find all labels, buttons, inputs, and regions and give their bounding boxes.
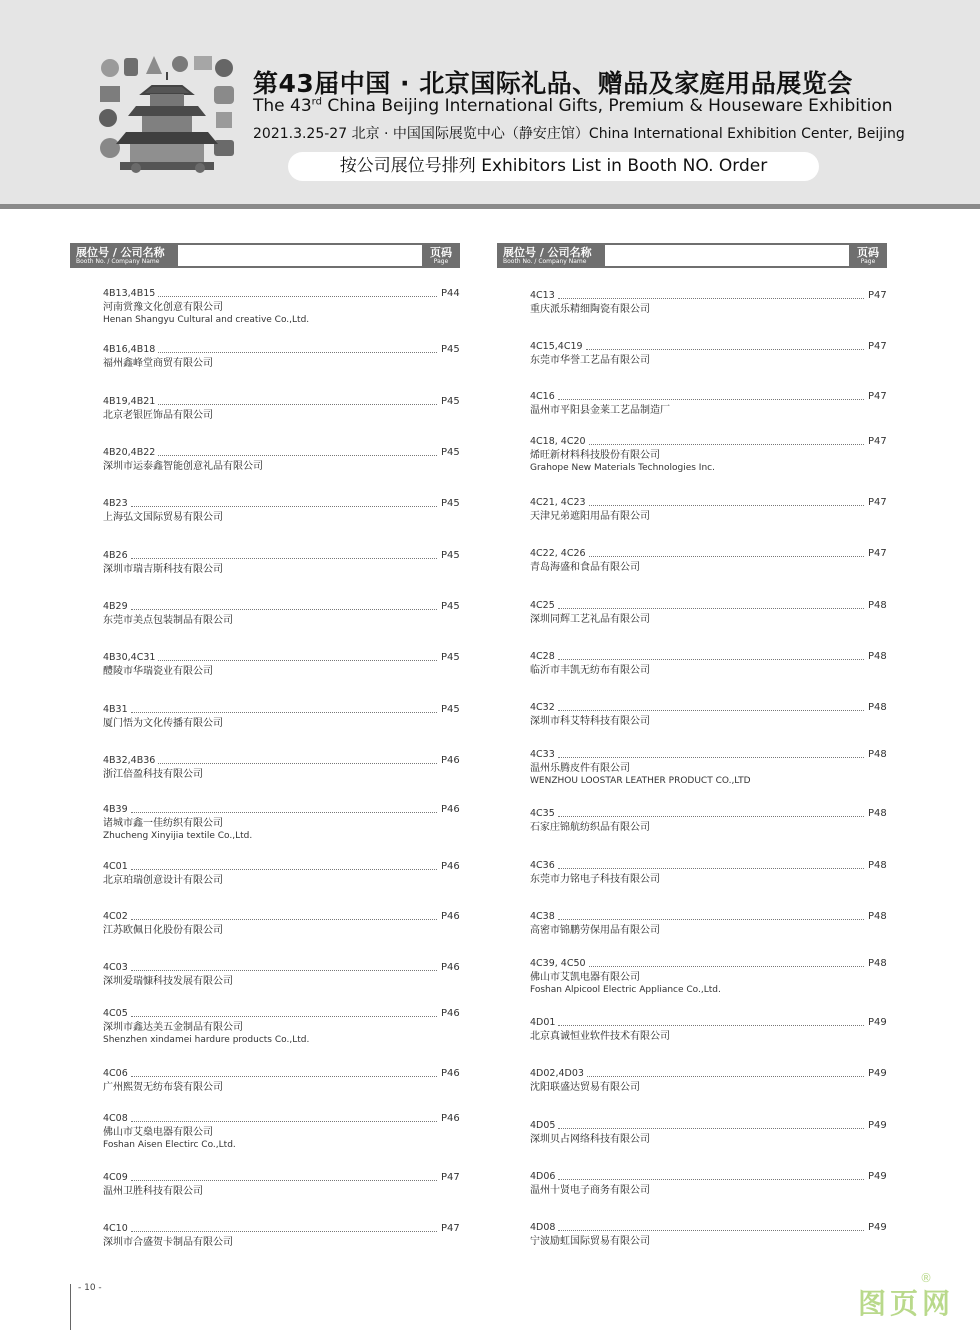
company-name-cn: 东莞市力铭电子科技有限公司	[530, 874, 660, 885]
exhibitor-entry	[530, 434, 895, 475]
company-name-cn: 深圳市瑞吉斯科技有限公司	[103, 564, 223, 575]
booth-number: 4C22, 4C26	[530, 548, 586, 559]
dot-leader	[131, 1180, 437, 1181]
exhibitor-entry	[103, 960, 468, 988]
page-ref: P48	[868, 702, 887, 713]
company-name-cn: 高密市锦鹏劳保用品有限公司	[530, 925, 660, 936]
page-ref: P46	[441, 1068, 460, 1079]
page-ref: P48	[868, 651, 887, 662]
dot-leader	[558, 399, 864, 400]
exhibitor-entry	[530, 1169, 895, 1197]
company-name-cn: 温州十贤电子商务有限公司	[530, 1185, 650, 1196]
company-name-cn: 北京老银匠饰品有限公司	[103, 410, 213, 421]
exhibitor-entry	[530, 546, 895, 574]
company-name-en: Grahope New Materials Technologies Inc.	[530, 463, 715, 473]
page-ref: P47	[441, 1172, 460, 1183]
dot-leader	[558, 1025, 864, 1026]
company-name-cn: 深圳贝占网络科技有限公司	[530, 1134, 650, 1145]
company-name-cn: 天津兄弟遮阳用品有限公司	[530, 511, 650, 522]
dot-leader	[131, 712, 437, 713]
exhibitor-entry	[530, 909, 895, 937]
exhibitor-entry	[103, 1221, 468, 1249]
exhibitor-entry	[530, 1220, 895, 1248]
page-ref: P46	[441, 911, 460, 922]
page-ref: P49	[868, 1171, 887, 1182]
page-ref: P48	[868, 958, 887, 969]
booth-number: 4C38	[530, 911, 555, 922]
booth-number: 4C01	[103, 861, 128, 872]
page-number: - 10 -	[78, 1283, 102, 1293]
exhibitor-entry	[530, 495, 895, 523]
company-name-cn: 佛山市艾燊电器有限公司	[103, 1127, 213, 1138]
exhibitor-entry	[530, 649, 895, 677]
header-divider	[0, 204, 980, 209]
dot-leader	[131, 1076, 437, 1077]
right-column-header	[497, 243, 887, 268]
booth-number: 4B32,4B36	[103, 755, 156, 766]
page-ref: P49	[868, 1068, 887, 1079]
booth-number: 4C33	[530, 749, 555, 760]
booth-number: 4C35	[530, 808, 555, 819]
registered-mark-icon: ®	[920, 1271, 932, 1285]
page-ref: P46	[441, 861, 460, 872]
dot-leader	[131, 558, 437, 559]
page-ref: P45	[441, 601, 460, 612]
dot-leader	[158, 660, 437, 661]
exhibitor-entry	[103, 1006, 468, 1047]
page-ref: P48	[868, 749, 887, 760]
company-name-cn: 厦门悟为文化传播有限公司	[103, 718, 223, 729]
title-en-ordinal: rd	[311, 96, 322, 108]
booth-number: 4C32	[530, 702, 555, 713]
booth-number: 4C16	[530, 391, 555, 402]
exhibition-title-cn: 第43届中国 · 北京国际礼品、赠品及家庭用品展览会	[253, 69, 853, 98]
footer-margin-line	[70, 1284, 71, 1330]
dot-leader	[558, 757, 864, 758]
exhibitor-entry	[103, 286, 468, 327]
exhibitor-entry	[530, 339, 895, 367]
company-name-cn: 深圳市合盛贺卡制品有限公司	[103, 1237, 233, 1248]
booth-number: 4C10	[103, 1223, 128, 1234]
company-name-en: Henan Shangyu Cultural and creative Co.,Ltd.	[103, 315, 310, 325]
company-name-en: Shenzhen xindamei hardure products Co.,Ltd.	[103, 1035, 310, 1045]
dot-leader	[131, 919, 437, 920]
company-name-cn: 深圳市运泰鑫智能创意礼品有限公司	[103, 461, 263, 472]
title-en-rest: China Beijing International Gifts, Premium & Houseware Exhibition	[321, 96, 893, 116]
company-name-cn: 深圳市鑫达美五金制品有限公司	[103, 1022, 243, 1033]
company-name-en: Foshan Aisen Electirc Co.,Ltd.	[103, 1140, 236, 1150]
column-header-page-label: 页码	[857, 246, 879, 259]
exhibitor-entry	[103, 1170, 468, 1198]
exhibition-date-venue: 2021.3.25-27 北京 · 中国国际展览中心（静安庄馆）China International Exhibition Center, Beijing	[253, 126, 905, 142]
page-ref: P48	[868, 600, 887, 611]
booth-number: 4C36	[530, 860, 555, 871]
booth-number: 4B39	[103, 804, 128, 815]
exhibitor-entry	[103, 599, 468, 627]
exhibitor-entry	[530, 700, 895, 728]
company-name-cn: 东莞市美点包装制品有限公司	[103, 615, 233, 626]
page-ref: P44	[441, 288, 460, 299]
company-name-cn: 上海弘文国际贸易有限公司	[103, 512, 223, 523]
title-en-prefix: The 43	[253, 96, 312, 116]
dot-leader	[131, 506, 437, 507]
exhibition-title-en	[253, 96, 893, 116]
company-name-cn: 重庆派乐精细陶瓷有限公司	[530, 304, 650, 315]
exhibitor-entry	[530, 806, 895, 834]
booth-number: 4B31	[103, 704, 128, 715]
page-ref: P47	[868, 548, 887, 559]
exhibitor-entry	[530, 956, 895, 997]
page-ref: P47	[868, 497, 887, 508]
page-ref: P48	[868, 808, 887, 819]
site-watermark: 图页网	[858, 1287, 955, 1320]
dot-leader	[558, 868, 864, 869]
company-name-cn: 北京珀瑞创意设计有限公司	[103, 875, 223, 886]
dot-leader	[589, 556, 864, 557]
exhibitor-entry	[530, 598, 895, 626]
company-name-cn: 宁波励虹国际贸易有限公司	[530, 1236, 650, 1247]
company-name-cn: 醴陵市华瑞瓷业有限公司	[103, 666, 213, 677]
column-header-sublabel: Booth No. / Company Name	[76, 258, 160, 265]
booth-number: 4D08	[530, 1222, 556, 1233]
booth-number: 4D01	[530, 1017, 556, 1028]
dot-leader	[131, 970, 437, 971]
list-title: 按公司展位号排列 Exhibitors List in Booth NO. Order	[288, 152, 819, 181]
dot-leader	[131, 812, 437, 813]
dot-leader	[587, 1076, 864, 1077]
column-header-blank	[605, 245, 849, 266]
company-name-cn: 江苏欧佩日化股份有限公司	[103, 925, 223, 936]
page-ref: P45	[441, 550, 460, 561]
exhibitor-entry	[530, 747, 895, 788]
company-name-cn: 青岛海盛和食品有限公司	[530, 562, 640, 573]
company-name-cn: 温州市平阳县金莱工艺品制造厂	[530, 405, 670, 416]
company-name-cn: 河南赏豫文化创意有限公司	[103, 302, 223, 313]
booth-number: 4C25	[530, 600, 555, 611]
exhibitor-entry	[103, 753, 468, 781]
company-name-cn: 佛山市艾凯电器有限公司	[530, 972, 640, 983]
dot-leader	[131, 609, 437, 610]
company-name-cn: 深圳爱瑞慷科技发展有限公司	[103, 976, 233, 987]
company-name-cn: 福州鑫峰堂商贸有限公司	[103, 358, 213, 369]
exhibitor-entry	[103, 496, 468, 524]
exhibitor-entry	[530, 288, 895, 316]
booth-number: 4B23	[103, 498, 128, 509]
exhibitor-entry	[103, 342, 468, 370]
column-header-label: 展位号 / 公司名称	[503, 246, 592, 259]
page-ref: P47	[868, 436, 887, 447]
booth-number: 4C18, 4C20	[530, 436, 586, 447]
booth-number: 4C21, 4C23	[530, 497, 586, 508]
booth-number: 4C06	[103, 1068, 128, 1079]
page-ref: P46	[441, 962, 460, 973]
company-name-en: Foshan Alpicool Electric Appliance Co.,Ltd.	[530, 985, 721, 995]
header-banner	[0, 0, 980, 204]
booth-number: 4D06	[530, 1171, 556, 1182]
page-ref: P47	[868, 290, 887, 301]
dot-leader	[158, 296, 437, 297]
page-ref: P49	[868, 1120, 887, 1131]
page-ref: P48	[868, 860, 887, 871]
company-name-en: WENZHOU LOOSTAR LEATHER PRODUCT CO.,LTD	[530, 776, 751, 786]
dot-leader	[558, 1179, 864, 1180]
exhibitor-entry	[103, 650, 468, 678]
dot-leader	[558, 710, 864, 711]
page-ref: P47	[441, 1223, 460, 1234]
company-name-cn: 深圳市科艾特科技有限公司	[530, 716, 650, 727]
booth-number: 4C13	[530, 290, 555, 301]
dot-leader	[131, 1121, 437, 1122]
page-ref: P49	[868, 1017, 887, 1028]
column-header-page-sublabel: Page	[433, 258, 449, 265]
exhibitor-entry	[530, 1066, 895, 1094]
exhibitor-entry	[103, 802, 468, 843]
column-header-blank	[178, 245, 422, 266]
dot-leader	[589, 966, 864, 967]
column-header-sublabel: Booth No. / Company Name	[503, 258, 587, 265]
page-ref: P46	[441, 755, 460, 766]
page-ref: P48	[868, 911, 887, 922]
booth-number: 4C08	[103, 1113, 128, 1124]
exhibitor-entry	[103, 1066, 468, 1094]
page-ref: P45	[441, 447, 460, 458]
exhibitor-entry	[103, 859, 468, 887]
exhibitor-entry	[103, 394, 468, 422]
page-ref: P46	[441, 1008, 460, 1019]
dot-leader	[589, 444, 864, 445]
booth-number: 4C05	[103, 1008, 128, 1019]
booth-number: 4B30,4C31	[103, 652, 156, 663]
column-header-label: 展位号 / 公司名称	[76, 246, 165, 259]
page-ref: P47	[868, 341, 887, 352]
booth-number: 4C15,4C19	[530, 341, 583, 352]
left-column-header	[70, 243, 460, 268]
booth-number: 4B19,4B21	[103, 396, 156, 407]
page-ref: P45	[441, 498, 460, 509]
booth-number: 4D05	[530, 1120, 556, 1131]
company-name-cn: 石家庄锦航纺织品有限公司	[530, 822, 650, 833]
company-name-cn: 温州乐腾皮件有限公司	[530, 763, 630, 774]
exhibitor-entry	[530, 389, 895, 417]
company-name-cn: 诸城市鑫一佳纺织有限公司	[103, 818, 223, 829]
dot-leader	[158, 763, 437, 764]
booth-number: 4C39, 4C50	[530, 958, 586, 969]
booth-number: 4D02,4D03	[530, 1068, 584, 1079]
page-ref: P47	[868, 391, 887, 402]
company-name-cn: 浙江倍盈科技有限公司	[103, 769, 203, 780]
company-name-cn: 温州卫胜科技有限公司	[103, 1186, 203, 1197]
booth-number: 4B16,4B18	[103, 344, 156, 355]
booth-number: 4C09	[103, 1172, 128, 1183]
dot-leader	[558, 659, 864, 660]
page-ref: P45	[441, 704, 460, 715]
dot-leader	[131, 1016, 437, 1017]
company-name-cn: 烯旺新材料科技股份有限公司	[530, 450, 660, 461]
exhibitor-entry	[530, 1015, 895, 1043]
dot-leader	[589, 505, 864, 506]
booth-number: 4C28	[530, 651, 555, 662]
dot-leader	[558, 816, 864, 817]
exhibitor-entry	[530, 858, 895, 886]
exhibitor-entry	[103, 909, 468, 937]
page-ref: P45	[441, 652, 460, 663]
booth-number: 4C02	[103, 911, 128, 922]
exhibition-logo-icon	[96, 52, 238, 176]
booth-number: 4B29	[103, 601, 128, 612]
company-name-cn: 广州熙贺无纺布袋有限公司	[103, 1082, 223, 1093]
dot-leader	[586, 349, 864, 350]
dot-leader	[558, 1230, 864, 1231]
page-ref: P45	[441, 344, 460, 355]
dot-leader	[558, 608, 864, 609]
page-ref: P45	[441, 396, 460, 407]
dot-leader	[558, 298, 864, 299]
column-header-page-sublabel: Page	[860, 258, 876, 265]
company-name-cn: 沈阳联盛达贸易有限公司	[530, 1082, 640, 1093]
company-name-cn: 北京真诚恒业软件技术有限公司	[530, 1031, 670, 1042]
exhibitor-entry	[530, 1118, 895, 1146]
exhibitor-entry	[103, 548, 468, 576]
company-name-cn: 深圳同辉工艺礼品有限公司	[530, 614, 650, 625]
dot-leader	[158, 404, 437, 405]
booth-number: 4B20,4B22	[103, 447, 156, 458]
dot-leader	[131, 1231, 437, 1232]
page-ref: P46	[441, 1113, 460, 1124]
dot-leader	[131, 869, 437, 870]
dot-leader	[158, 455, 437, 456]
exhibitor-entry	[103, 1111, 468, 1152]
column-header-page-label: 页码	[430, 246, 452, 259]
company-name-cn: 东莞市华誉工艺品有限公司	[530, 355, 650, 366]
booth-number: 4B13,4B15	[103, 288, 156, 299]
company-name-en: Zhucheng Xinyijia textile Co.,Ltd.	[103, 831, 253, 841]
page-ref: P46	[441, 804, 460, 815]
page-ref: P49	[868, 1222, 887, 1233]
dot-leader	[158, 352, 437, 353]
dot-leader	[558, 919, 864, 920]
company-name-cn: 临沂市丰凯无纺布有限公司	[530, 665, 650, 676]
dot-leader	[558, 1128, 864, 1129]
booth-number: 4B26	[103, 550, 128, 561]
booth-number: 4C03	[103, 962, 128, 973]
exhibitor-entry	[103, 445, 468, 473]
exhibitor-entry	[103, 702, 468, 730]
